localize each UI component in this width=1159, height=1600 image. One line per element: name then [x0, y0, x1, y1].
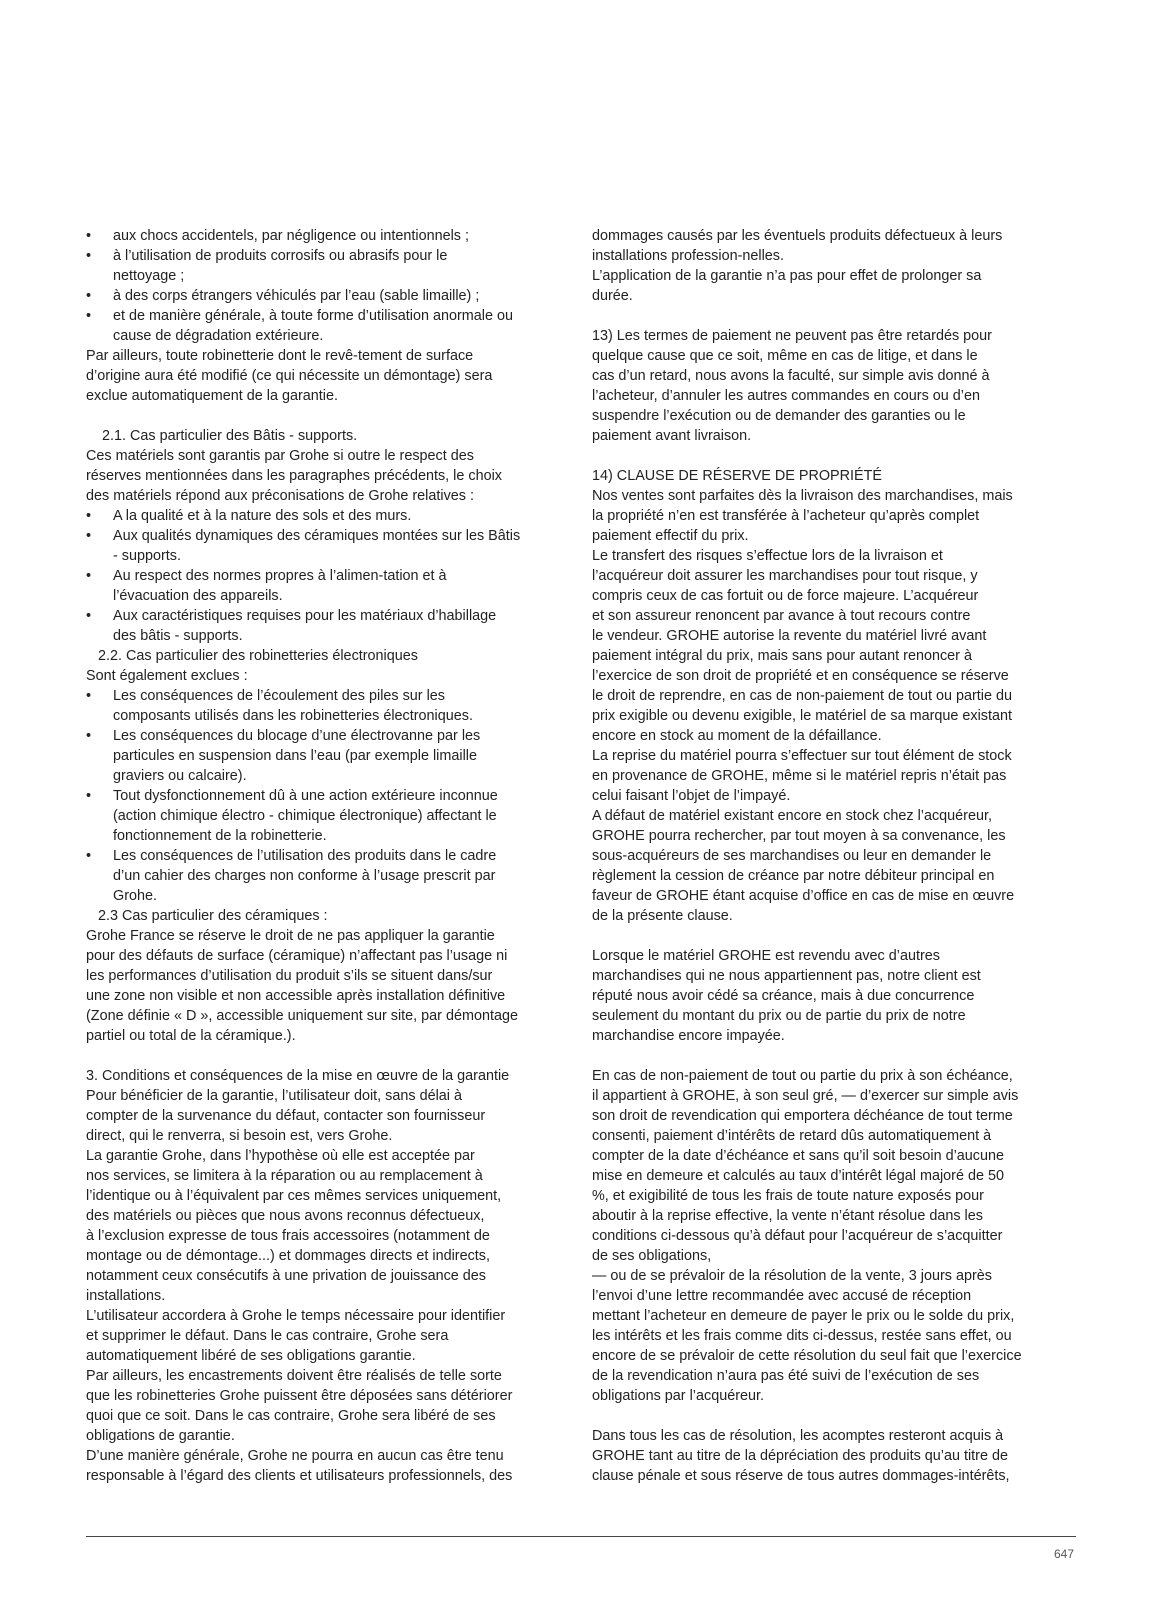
text-line: exclue automatiquement de la garantie. — [86, 388, 338, 404]
text-line: l’évacuation des appareils. — [113, 588, 283, 604]
text-line: Le transfert des risques s’effectue lors de la livraison et — [592, 548, 943, 564]
text-line: obligations de garantie. — [86, 1428, 235, 1444]
text-line: GROHE tant au titre de la dépréciation des produits qu’au titre de — [592, 1448, 1008, 1464]
text-line: que les robinetteries Grohe puissent être déposées sans détériorer — [86, 1388, 513, 1404]
text-line: clause pénale et sous réserve de tous autres dommages-intérêts, — [592, 1468, 1010, 1484]
text-line: montage ou de démontage...) et dommages directs et indirects, — [86, 1248, 490, 1264]
text-line: %, et exigibilité de tous les frais de toute nature exposés pour — [592, 1188, 984, 1204]
text-line: compris ceux de cas fortuit ou de force majeure. L’acquéreur — [592, 588, 979, 604]
text-line: Grohe France se réserve le droit de ne pas appliquer la garantie — [86, 928, 495, 944]
text-line: installations. — [86, 1288, 166, 1304]
text-line: A défaut de matériel existant encore en stock chez l’acquéreur, — [592, 808, 992, 824]
bullet-item-line: • à l’utilisation de produits corrosifs ou abrasifs pour le — [86, 246, 568, 266]
text-line: nos services, se limitera à la réparation ou au remplacement à — [86, 1168, 483, 1184]
text-line: mise en demeure et calculés au taux d’intérêt légal majoré de 50 — [592, 1168, 1004, 1184]
bullet-item-line: • et de manière générale, à toute forme d’utilisation anormale ou — [86, 306, 568, 326]
text-line: l’acquéreur doit assurer les marchandises pour tout risque, y — [592, 568, 978, 584]
text-line: consenti, paiement d’intérêts de retard dûs automatiquement à — [592, 1128, 992, 1144]
text-line: mettant l’acheteur en demeure de payer le prix ou le solde du prix, — [592, 1308, 1015, 1324]
text-line: 13) Les termes de paiement ne peuvent pas être retardés pour — [592, 328, 992, 344]
text-line: Lorsque le matériel GROHE est revendu avec d’autres — [592, 948, 940, 964]
text-line: compter de la survenance du défaut, contacter son fournisseur — [86, 1108, 486, 1124]
paragraph-spacer — [592, 1046, 1082, 1066]
text-line: obligations par l’acquéreur. — [592, 1388, 764, 1404]
text-line: des matériels répond aux préconisations de Grohe relatives : — [86, 488, 474, 504]
text-line: il appartient à GROHE, à son seul gré, — d’exercer sur simple avis — [592, 1088, 1019, 1104]
text-line: dommages causés par les éventuels produits défectueux à leurs — [592, 228, 1003, 244]
text-line: graviers ou calcaire). — [113, 768, 247, 784]
bullet-item-line: • aux chocs accidentels, par négligence ou intentionnels ; — [86, 226, 568, 246]
text-line: (action chimique électro - chimique électronique) affectant le — [113, 808, 497, 824]
text-line: Pour bénéficier de la garantie, l’utilisateur doit, sans délai à — [86, 1088, 462, 1104]
text-line: les intérêts et les frais comme dits ci-dessus, restée sans effet, ou — [592, 1328, 1012, 1344]
text-line: La garantie Grohe, dans l’hypothèse où elle est acceptée par — [86, 1148, 475, 1164]
text-line: son droit de revendication qui emportera déchéance de tout terme — [592, 1108, 1013, 1124]
bullet-item-line: • Au respect des normes propres à l’alimen-tation et à — [86, 566, 568, 586]
text-line: compter de la date d’échéance et sans qu’il soit besoin d’aucune — [592, 1148, 1005, 1164]
text-line: - supports. — [113, 548, 181, 564]
text-line: 2.3 Cas particulier des céramiques : — [98, 908, 328, 924]
bullet-item-line: • Tout dysfonctionnement dû à une action extérieure inconnue — [86, 786, 568, 806]
bullet-item-line: • Les conséquences du blocage d’une électrovanne par les — [86, 726, 568, 746]
text-line: (Zone définie « D », accessible uniquement sur site, par démontage — [86, 1008, 518, 1024]
text-line: Dans tous les cas de résolution, les acomptes resteront acquis à — [592, 1428, 1004, 1444]
paragraph-spacer — [592, 306, 1082, 326]
text-line: à l’exclusion expresse de tous frais accessoires (notamment de — [86, 1228, 490, 1244]
text-line: partiel ou total de la céramique.). — [86, 1028, 296, 1044]
text-line: pour des défauts de surface (céramique) n’affectant pas l’usage ni — [86, 948, 508, 964]
text-line: L’utilisateur accordera à Grohe le temps nécessaire pour identifier — [86, 1308, 506, 1324]
text-line: de la revendication n’aura pas été suivi de l’exécution de ses — [592, 1368, 980, 1384]
text-line: installations profession-nelles. — [592, 248, 784, 264]
text-line: responsable à l’égard des clients et utilisateurs professionnels, des — [86, 1468, 513, 1484]
right-text-column — [592, 226, 1082, 1486]
text-line: marchandise encore impayée. — [592, 1028, 785, 1044]
bullet-item-line: • Aux qualités dynamiques des céramiques montées sur les Bâtis — [86, 526, 568, 546]
text-line: fonctionnement de la robinetterie. — [113, 828, 327, 844]
text-line: d’un cahier des charges non conforme à l’usage prescrit par — [113, 868, 496, 884]
text-line: des matériels ou pièces que nous avons reconnus défectueux, — [86, 1208, 485, 1224]
text-line: en provenance de GROHE, même si le matériel repris n’était pas — [592, 768, 1007, 784]
text-line: direct, qui le renverra, si besoin est, vers Grohe. — [86, 1128, 393, 1144]
text-line: encore de se prévaloir de cette résolution du seul fait que l’exercice — [592, 1348, 1022, 1364]
bullet-item-line: • Les conséquences de l’écoulement des piles sur les — [86, 686, 568, 706]
text-line: paiement avant livraison. — [592, 428, 752, 444]
text-line: GROHE pourra rechercher, par tout moyen à sa convenance, les — [592, 828, 1006, 844]
text-line: seulement du montant du prix ou de partie du prix de notre — [592, 1008, 966, 1024]
text-line: L’application de la garantie n’a pas pour effet de prolonger sa — [592, 268, 982, 284]
bullet-item-line: • Aux caractéristiques requises pour les matériaux d’habillage — [86, 606, 568, 626]
text-line: D’une manière générale, Grohe ne pourra en aucun cas être tenu — [86, 1448, 504, 1464]
text-line: et supprimer le défaut. Dans le cas contraire, Grohe sera — [86, 1328, 449, 1344]
text-line: Par ailleurs, les encastrements doivent être réalisés de telle sorte — [86, 1368, 502, 1384]
text-line: cause de dégradation extérieure. — [113, 328, 324, 344]
text-line: celui faisant l’objet de l’impayé. — [592, 788, 791, 804]
text-line: des bâtis - supports. — [113, 628, 243, 644]
text-line: l’identique ou à l’équivalent par ces mêmes services uniquement, — [86, 1188, 502, 1204]
text-line: cas d’un retard, nous avons la faculté, sur simple avis donné à — [592, 368, 990, 384]
text-line: automatiquement libéré de ses obligations garantie. — [86, 1348, 416, 1364]
text-line: d’origine aura été modifié (ce qui nécessite un démontage) sera — [86, 368, 493, 384]
text-line: de la présente clause. — [592, 908, 733, 924]
text-line: En cas de non-paiement de tout ou partie du prix à son échéance, — [592, 1068, 1013, 1084]
text-line: Ces matériels sont garantis par Grohe si outre le respect des — [86, 448, 474, 464]
text-line: Grohe. — [113, 888, 157, 904]
text-line: quoi que ce soit. Dans le cas contraire, Grohe sera libéré de ses — [86, 1408, 496, 1424]
bullet-item-line: • Les conséquences de l’utilisation des produits dans le cadre — [86, 846, 568, 866]
text-line: 2.2. Cas particulier des robinetteries électroniques — [98, 648, 418, 664]
text-line: suspendre l’exécution ou de demander des garanties ou le — [592, 408, 966, 424]
text-line: les performances d’utilisation du produit s’ils se situent dans/sur — [86, 968, 493, 984]
text-line: notamment ceux consécutifs à une privation de jouissance des — [86, 1268, 486, 1284]
text-line: La reprise du matériel pourra s’effectuer sur tout élément de stock — [592, 748, 1012, 764]
bullet-item-line: • A la qualité et à la nature des sols et des murs. — [86, 506, 568, 526]
text-line: et son assureur renoncent par avance à tout recours contre — [592, 608, 971, 624]
text-line: réputé nous avoir cédé sa créance, mais à due concurrence — [592, 988, 975, 1004]
bullet-item-line: • à des corps étrangers véhiculés par l’eau (sable limaille) ; — [86, 286, 568, 306]
text-line: marchandises qui ne nous appartiennent pas, notre client est — [592, 968, 981, 984]
text-line: 14) CLAUSE DE RÉSERVE DE PROPRIÉTÉ — [592, 468, 883, 484]
text-line: paiement intégral du prix, mais sans pour autant renoncer à — [592, 648, 972, 664]
text-line: Par ailleurs, toute robinetterie dont le revê-tement de surface — [86, 348, 474, 364]
text-line: de ses obligations, — [592, 1248, 712, 1264]
page-number: 647 — [1053, 1547, 1074, 1561]
text-line: encore en stock au moment de la défaillance. — [592, 728, 882, 744]
text-line: faveur de GROHE étant acquise d’office en cas de mise en œuvre — [592, 888, 1015, 904]
paragraph-spacer — [86, 406, 568, 426]
text-line: 2.1. Cas particulier des Bâtis - supports. — [102, 428, 358, 444]
text-line: — ou de se prévaloir de la résolution de la vente, 3 jours après — [592, 1268, 992, 1284]
text-line: le vendeur. GROHE autorise la revente du matériel livré avant — [592, 628, 987, 644]
text-line: le droit de reprendre, en cas de non-paiement de tout ou partie du — [592, 688, 1013, 704]
text-line: 3. Conditions et conséquences de la mise en œuvre de la garantie — [86, 1068, 510, 1084]
left-text-column — [86, 226, 568, 1486]
text-line: Sont également exclues : — [86, 668, 248, 684]
paragraph-spacer — [592, 926, 1082, 946]
text-line: une zone non visible et non accessible après installation définitive — [86, 988, 506, 1004]
footer-divider — [86, 1536, 1076, 1537]
text-line: nettoyage ; — [113, 268, 185, 284]
paragraph-spacer — [592, 446, 1082, 466]
text-line: la propriété n’en est transférée à l’acheteur qu’après complet — [592, 508, 980, 524]
text-line: composants utilisés dans les robinetteries électroniques. — [113, 708, 473, 724]
text-line: quelque cause que ce soit, même en cas de litige, et dans le — [592, 348, 978, 364]
text-line: sous-acquéreurs de ses marchandises ou leur en demander le — [592, 848, 992, 864]
text-line: durée. — [592, 288, 633, 304]
paragraph-spacer — [592, 1406, 1082, 1426]
text-line: l’envoi d’une lettre recommandée avec accusé de réception — [592, 1288, 972, 1304]
text-line: réserves mentionnées dans les paragraphes précédents, le choix — [86, 468, 502, 484]
text-line: l’exercice de son droit de propriété et en conséquence se réserve — [592, 668, 1009, 684]
text-line: l’acheteur, d’annuler les autres commandes en cours ou d’en — [592, 388, 980, 404]
text-line: aboutir à la reprise effective, la vente n’étant résolue dans les — [592, 1208, 983, 1224]
text-line: règlement la cession de créance par notre débiteur principal en — [592, 868, 995, 884]
text-line: Nos ventes sont parfaites dès la livraison des marchandises, mais — [592, 488, 1013, 504]
text-line: paiement effectif du prix. — [592, 528, 749, 544]
text-line: particules en suspension dans l’eau (par exemple limaille — [113, 748, 477, 764]
text-line: prix exigible ou devenu exigible, le matériel de sa marque existant — [592, 708, 1012, 724]
paragraph-spacer — [86, 1046, 568, 1066]
text-line: conditions ci-dessous qu’à défaut pour l’acquéreur de s’acquitter — [592, 1228, 1003, 1244]
